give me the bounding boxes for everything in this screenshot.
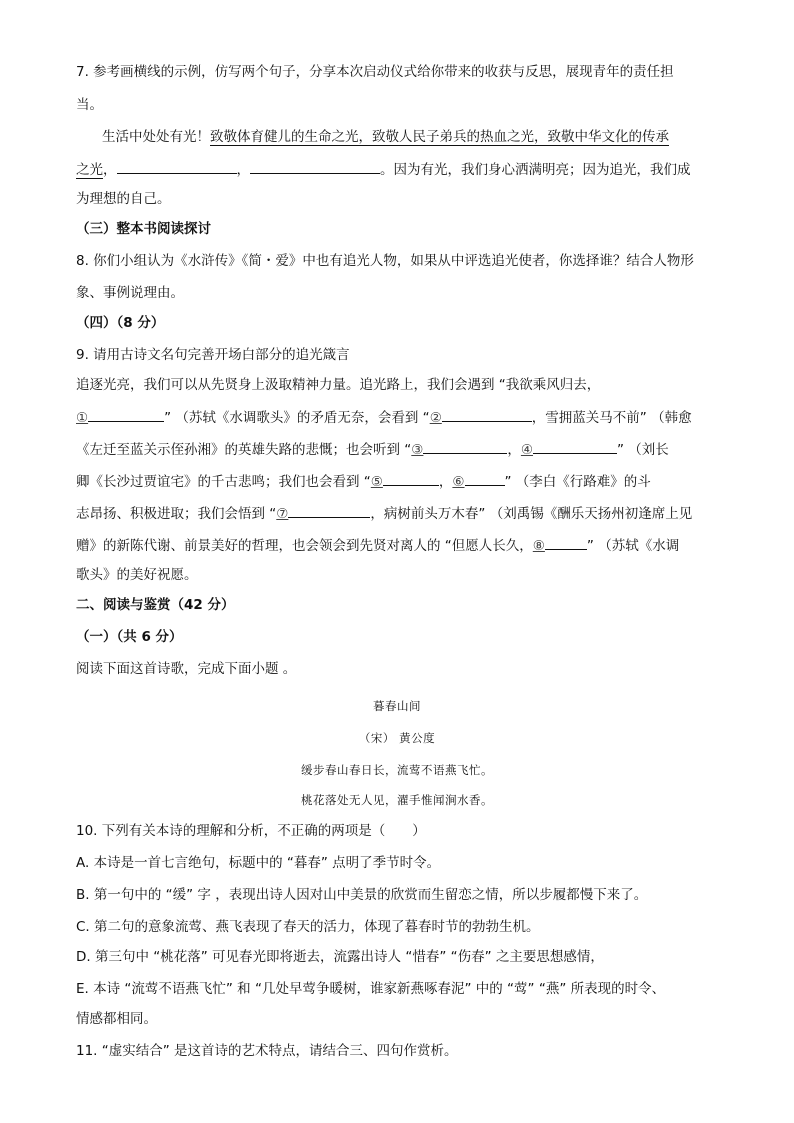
poem-author: （宋） 黄公度 [358,731,436,745]
q9-blank-4[interactable] [533,440,617,454]
q9-marker-4: ④ [520,442,534,458]
q10-stem: 10. 下列有关本诗的理解和分析，不正确的两项是（ ） [76,823,426,839]
q9-blank-1[interactable] [88,408,164,422]
q11-stem: 11. “虚实结合” 是这首诗的艺术特点，请结合三、四句作赏析。 [76,1043,458,1059]
q7-line4: 之光， ， 。因为有光，我们身心洒满明亮；因为追光，我们成 [76,162,691,178]
part2-heading: 二、阅读与鉴赏（42 分） [76,597,235,613]
q7-example-prefix: 生活中处处有光！ [102,129,210,145]
q9-blank-7[interactable] [288,504,370,518]
q9-line5: 卿《长沙过贾谊宅》的千古悲鸣；我们也会看到 “⑤ ，⑥ ” （李白《行路难》的斗 [76,474,651,490]
q9-blank-6[interactable] [465,472,505,486]
q7-line4-start: 之光 [76,162,103,178]
q9-line7: 赠》的新陈代谢、前景美好的哲理，也会领会到先贤对离人的 “但愿人长久，⑧ ” （苏轼《水调 [76,538,680,554]
q9-blank-8[interactable] [545,536,587,550]
q9-marker-8: ⑧ [532,538,545,554]
q9-marker-7: ⑦ [276,506,289,522]
q10-option-d[interactable]: D. 第三句中 “桃花落” 可见春光即将逝去，流露出诗人 “惜春” “伤春” 之主要思想感情， [76,949,604,965]
q7-line1: 7. 参考画横线的示例，仿写两个句子，分享本次启动仪式给你带来的收获与反思，展现青年的责任担 [76,64,674,80]
section4-heading: （四）（8 分） [76,315,165,331]
q8-line1: 8. 你们小组认为《水浒传》《简・爱》中也有追光人物，如果从中评选追光使者，你选择谁？结合人物形 [76,253,694,269]
q9-marker-3: ③ [411,442,424,458]
q7-example-underlined: 致敬体育健儿的生命之光，致敬人民子弟兵的热血之光，致敬中华文化的传承 [210,129,669,145]
q9-blank-5[interactable] [383,472,439,486]
poem-line-2: 桃花落处无人见，濯手惟闻涧水香。 [301,793,493,807]
q9-marker-1: ① [76,410,89,426]
q7-example [102,128,744,146]
part2-1-instruction: 阅读下面这首诗歌，完成下面小题 。 [76,661,297,677]
q7-line4-end: 。因为有光，我们身心洒满明亮；因为追光，我们成 [380,162,691,178]
q9-blank-2[interactable] [442,408,532,422]
q10-option-e-line1[interactable]: E. 本诗 “流莺不语燕飞忙” 和 “几处早莺争暖树，谁家新燕啄春泥” 中的 “莺” “燕” 所表现的时令、 [76,981,666,997]
q9-line8: 歌头》的美好祝愿。 [76,567,198,583]
q7-line5: 为理想的自己。 [76,191,171,207]
q7-line2: 当。 [76,97,103,113]
q7-blank-2[interactable] [250,160,380,174]
q8-line2: 象、事例说理由。 [76,285,184,301]
q10-option-c[interactable]: C. 第二句的意象流莺、燕飞表现了春天的活力，体现了暮春时节的勃勃生机。 [76,919,540,935]
q9-line3: ① ” （苏轼《水调歌头》的矛盾无奈，会看到 “② ，雪拥蓝关马不前” （韩愈 [76,410,692,426]
q9-line4: 《左迁至蓝关示侄孙湘》的英雄失路的悲慨；也会听到 “③ ，④ ” （刘长 [76,442,669,458]
q7-blank-1[interactable] [117,160,237,174]
q9-marker-6: ⑥ [452,474,465,490]
q9-marker-5: ⑤ [370,474,383,490]
q9-marker-2: ② [429,410,442,426]
q9-blank-3[interactable] [423,440,507,454]
part2-1-heading: （一）（共 6 分） [76,629,183,645]
poem-line-1: 缓步春山春日长，流莺不语燕飞忙。 [301,763,493,777]
q10-option-e-line2: 情感都相同。 [76,1011,157,1027]
q9-line1: 9. 请用古诗文名句完善开场白部分的追光箴言 [76,347,350,363]
poem-title: 暮春山间 [373,699,421,713]
q9-line2: 追逐光亮，我们可以从先贤身上汲取精神力量。追光路上，我们会遇到 “我欲乘风归去， [76,377,601,393]
q9-line6: 志昂扬、积极进取；我们会悟到 “⑦ ，病树前头万木春” （刘禹锡《酬乐天扬州初逢席上见 [76,506,693,522]
q10-option-b[interactable]: B. 第一句中的 “缓” 字 ，表现出诗人因对山中美景的欣赏而生留恋之情，所以步履都慢下来了。 [76,887,648,903]
q10-option-a[interactable]: A. 本诗是一首七言绝句，标题中的 “暮春” 点明了季节时令。 [76,855,441,871]
section3-heading: （三）整本书阅读探讨 [76,221,211,237]
